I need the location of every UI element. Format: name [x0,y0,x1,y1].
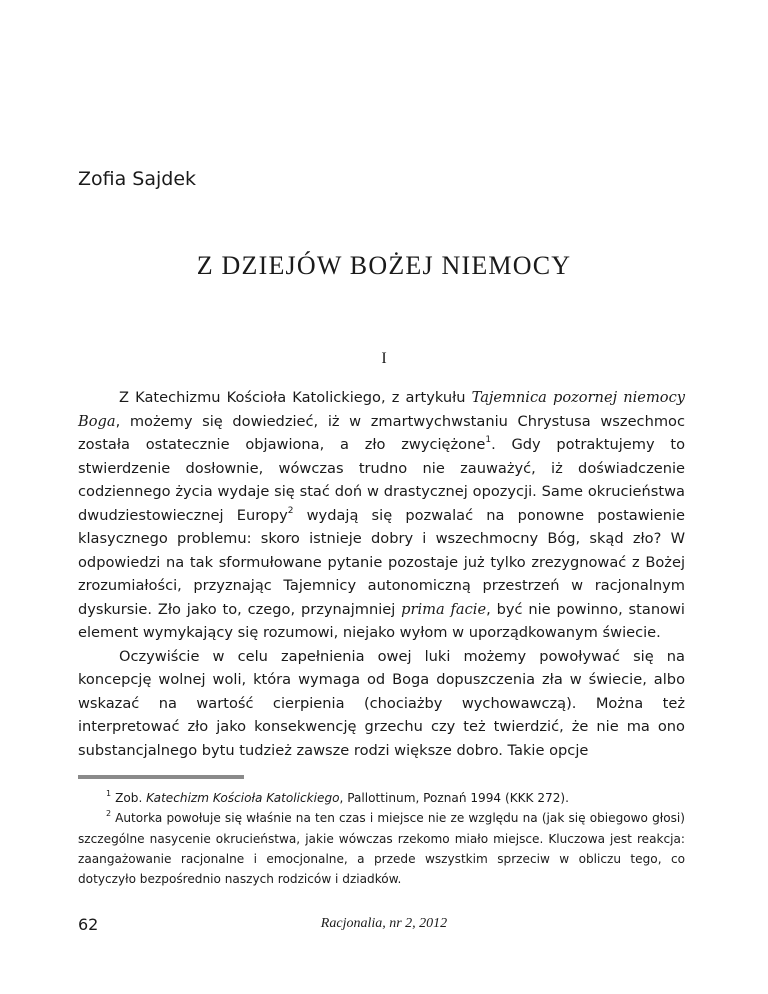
p1-text-5: , być nie powinno, stanowi element wymykający się rozumowi, niejako wyłom w uporządkowanym świecie. [78,600,685,641]
p1-italic-prima-facie: prima facie [401,600,487,618]
footnote-2 [78,808,685,889]
p1-text-3: . Gdy potraktujemy to stwierdzenie dosłownie, wówczas trudno nie zauważyć, iż doświadczenie codziennego życia wydaje się stać doń w drastycznej opozycji. Same okrucieństwa dwudziestowiecznej Europy [78,436,685,524]
p1-text-2: , możemy się dowiedzieć, iż w zmartwychwstaniu Chrystusa wszechmoc została ostatecznie objawiona, a zło zwyciężone [78,412,685,453]
author-name: Zofia Sajdek [78,168,197,190]
paragraph-1 [78,386,685,645]
footnotes [78,788,685,889]
footnote-2-text: Autorka powołuje się właśnie na ten czas i miejsce nie ze względu na (jak się obiegowo głosi) szczególne nasycenie okrucieństwa, jakie wówczas rzekomo miało miejsce. Kluczowa jest reakcja: zaangażowanie racjonalne i emocjonalne, a przede wszystkim sprzeciw w obliczu tego, co dotyczyło bezpośrednio naszych rodziców i dziadków. [78,811,685,887]
footnote-1 [78,788,685,808]
p1-text-4: wydają się pozwalać na ponowne postawienie klasycznego problemu: skoro istnieje dobry i wszechmocny Bóg, skąd zło? W odpowiedzi na tak sformułowane pytanie pozostaje już tylko zrezygnować z Bożej zrozumiałości, przyznając Tajemnicy autonomiczną przestrzeń w racjonalnym dyskursie. Zło jako to, czego, przynajmniej [78,506,685,618]
journal-citation: Racjonalia, nr 2, 2012 [320,916,448,931]
footnote-separator [78,775,244,779]
paragraph-2: Oczywiście w celu zapełnienia owej luki możemy powoływać się na koncepcję wolnej woli, która wymaga od Boga dopuszczenia zła w świecie, albo wskazać na wartość cierpienia (chociażby wychowawczą). Można też interpretować zło jako konsekwencję grzechu czy też twierdzić, że nie ma ono substancjalnego bytu tudzież zawsze rodzi większe dobro. Takie opcje [78,647,685,759]
p1-text-1: Z Katechizmu Kościoła Katolickiego, z artykułu [119,389,472,406]
section-number: I [381,350,387,367]
footnote-1-text-2: , Pallottinum, Poznań 1994 (KKK 272). [339,791,569,805]
page-number: 62 [78,915,99,934]
footnote-1-text-1: Zob. [115,791,147,805]
article-title: Z DZIEJÓW BOŻEJ NIEMOCY [196,251,572,280]
footnote-ref-2[interactable]: 2 [287,505,294,516]
footnote-1-marker: 1 [106,788,112,798]
article-body [78,386,685,762]
p1-italic-title: Tajemnica pozornej niemocy Boga [78,389,685,430]
footnote-2-marker: 2 [106,809,112,819]
footnote-ref-1[interactable]: 1 [485,435,492,446]
footnote-1-italic: Katechizm Kościoła Katolickiego [146,791,340,805]
